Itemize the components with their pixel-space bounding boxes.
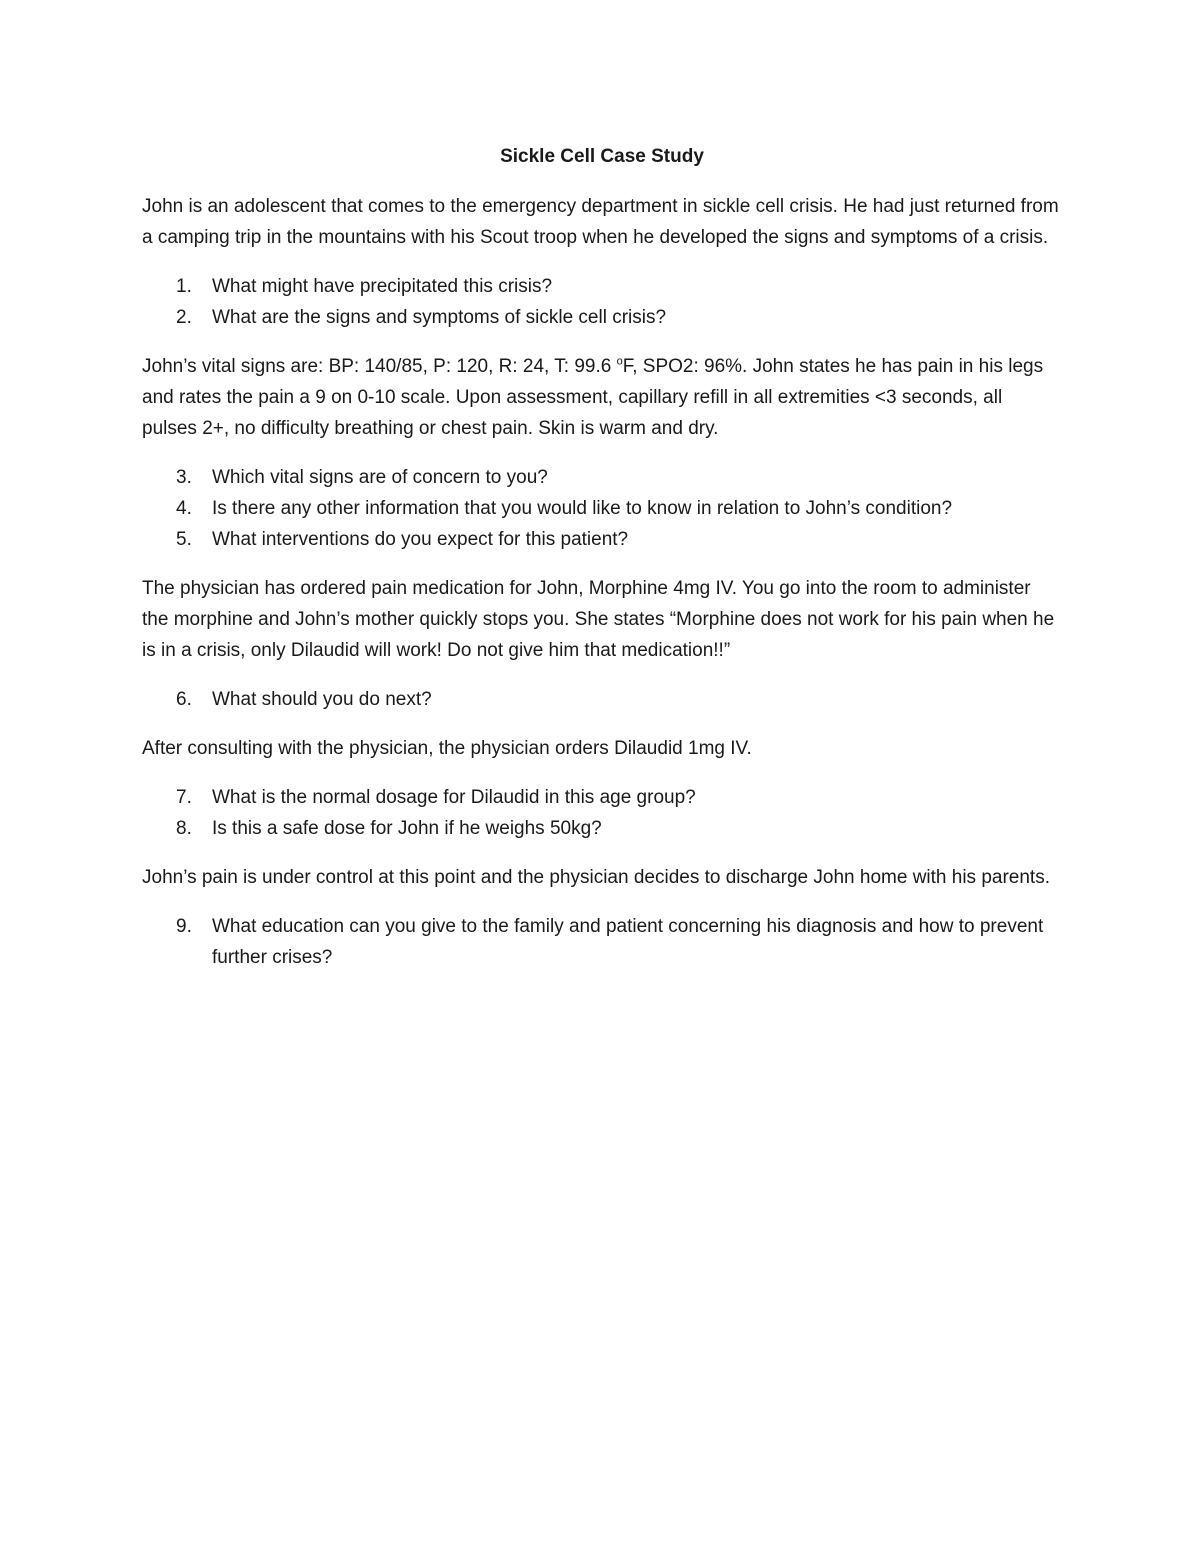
question-item <box>142 302 1062 333</box>
question-text: Is this a safe dose for John if he weighs 50kg? <box>212 818 602 839</box>
degree-symbol: o <box>616 355 623 368</box>
consult-paragraph: After consulting with the physician, the physician orders Dilaudid 1mg IV. <box>142 738 752 759</box>
question-item <box>142 493 1062 524</box>
question-list-4 <box>142 782 1062 844</box>
question-text: Which vital signs are of concern to you? <box>212 467 548 488</box>
question-number: 5. <box>176 529 192 550</box>
question-item <box>142 462 1062 493</box>
question-number: 2. <box>176 307 192 328</box>
question-number: 3. <box>176 467 192 488</box>
question-item <box>142 911 1062 973</box>
intro-paragraph: John is an adolescent that comes to the emergency department in sickle cell crisis. He had just returned from a camping trip in the mountains with his Scout troop when he developed the signs and symptoms of a crisis. <box>142 196 1059 248</box>
question-text: What education can you give to the family and patient concerning his diagnosis and how to prevent further crises? <box>212 916 1044 968</box>
question-item <box>142 271 1062 302</box>
question-number: 4. <box>176 498 192 519</box>
question-number: 8. <box>176 818 192 839</box>
question-list-1 <box>142 271 1062 333</box>
question-number: 1. <box>176 276 192 297</box>
vital-signs-paragraph <box>142 351 1062 444</box>
document-body <box>142 141 1062 991</box>
question-text: What is the normal dosage for Dilaudid in this age group? <box>212 787 696 808</box>
question-list-2 <box>142 462 1062 555</box>
question-item <box>142 684 1062 715</box>
question-text: What might have precipitated this crisis? <box>212 276 553 297</box>
question-item <box>142 782 1062 813</box>
question-text: What should you do next? <box>212 689 432 710</box>
question-number: 9. <box>176 916 192 937</box>
vitals-text-end: F, SPO2: 96%. John states he has pain in his legs and rates the pain a 9 on 0-10 scale. Upon assessment, capillary refill in all extremities <3 seconds, all pulses 2+, no difficulty breathing or chest pain. Skin is warm and dry. <box>142 356 1044 439</box>
discharge-paragraph: John’s pain is under control at this point and the physician decides to discharge John home with his parents. <box>142 867 1050 888</box>
question-text: What interventions do you expect for this patient? <box>212 529 629 550</box>
question-number: 7. <box>176 787 192 808</box>
question-text: What are the signs and symptoms of sickle cell crisis? <box>212 307 667 328</box>
question-list-3 <box>142 684 1062 715</box>
question-item <box>142 813 1062 844</box>
question-number: 6. <box>176 689 192 710</box>
question-item <box>142 524 1062 555</box>
question-text: Is there any other information that you would like to know in relation to John’s condition? <box>212 498 953 519</box>
vitals-text-start: John’s vital signs are: BP: 140/85, P: 120, R: 24, T: 99.6 <box>142 356 617 377</box>
document-title: Sickle Cell Case Study <box>500 146 704 167</box>
physician-order-paragraph: The physician has ordered pain medication for John, Morphine 4mg IV. You go into the room to administer the morphine and John’s mother quickly stops you. She states “Morphine does not work for his pain when he is in a crisis, only Dilaudid will work! Do not give him that medication!!” <box>142 578 1055 661</box>
question-list-5 <box>142 911 1062 973</box>
